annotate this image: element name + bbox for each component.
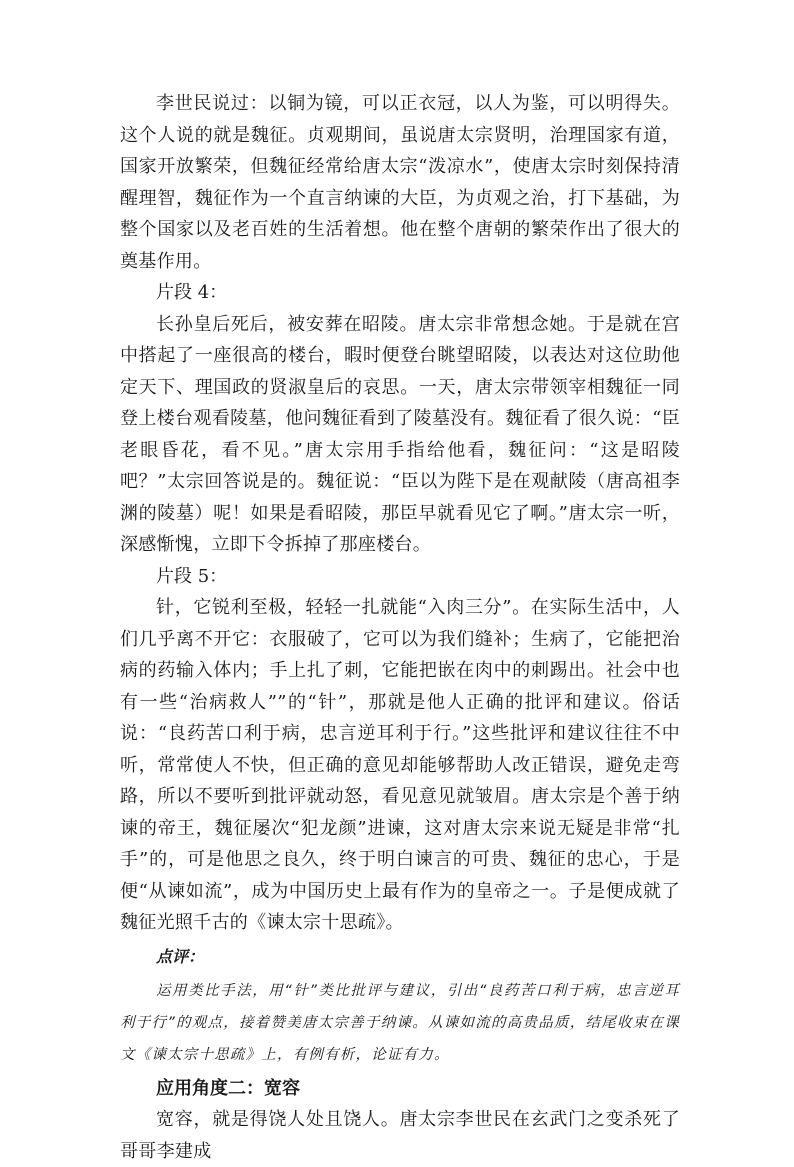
paragraph-needle-analogy: 针，它锐利至极，轻轻一扎就能“入肉三分”。在实际生活中，人们几乎离不开它：衣服破了，它可以为我们缝补；生病了，它能把治病的药输入体内；手上扎了刺，它能把嵌在肉中的刺踢出。社会中也有一些“治病救人””的“针”，那就是他人正确的批评和建议。俗话说：“良药苦口利于病，忠言逆耳利于行。”这些批评和建议往往不中听，常常使人不快，但正确的意见却能够帮助人改正错误，避免走弯路，所以不要听到批评就动怒，看见意见就皱眉。唐太宗是个善于纳谏的帝王，魏征屡次“犯龙颜”进谏，这对唐太宗来说无疑是非常“扎手”的，可是他思之良久，终于明白谏言的可贵、魏征的忠心，于是便“从谏如流”，成为中国历史上最有作为的皇帝之一。子是便成就了魏征光照千古的《谏太宗十思疏》。 xyxy=(120,597,680,933)
fragment-4-heading: 片段 4： xyxy=(156,282,228,303)
application-angle-heading: 应用角度二：宽容 xyxy=(156,1077,300,1099)
comment-text: 运用类比手法，用“针”类比批评与建议，引出“良药苦口利于病，忠言逆耳利于行”的观点，接着赞美唐太宗善于纳谏。从谏如流的高贵品质，结尾收束在课文《谏太宗十思疏》上，有例有析，论证有力。 xyxy=(120,982,680,1063)
paragraph-wei-zheng-mirror: 李世民说过：以铜为镜，可以正衣冠，以人为鉴，可以明得失。这个人说的就是魏征。贞观期间，虽说唐太宗贤明，治理国家有道，国家开放繁荣，但魏征经常给唐太宗“泼凉水”，使唐太宗时刻保持清醒理智，魏征作为一个直言纳谏的大臣，为贞观之治，打下基础，为整个国家以及老百姓的生活着想。他在整个唐朝的繁荣作出了很大的奠基作用。 xyxy=(120,93,680,272)
document-page xyxy=(120,88,680,1167)
paragraph-zhaoling: 长孙皇后死后，被安葬在昭陵。唐太宗非常想念她。于是就在宫中搭起了一座很高的楼台，暇时便登台眺望昭陵，以表达对这位助他定天下、理国政的贤淑皇后的哀思。一天，唐太宗带领宰相魏征一同登上楼台观看陵墓，他问魏征看到了陵墓没有。魏征看了很久说：“臣老眼昏花，看不见。”唐太宗用手指给他看，魏征问：“这是昭陵吧？”太宗回答说是的。魏征说：“臣以为陛下是在观献陵（唐高祖李渊的陵墓）呢！如果是看昭陵，那臣早就看见它了啊。”唐太宗一听，深感惭愧，立即下令拆掉了那座楼台。 xyxy=(120,313,680,555)
paragraph-tolerance: 宽容，就是得饶人处且饶人。唐太宗李世民在玄武门之变杀死了哥哥李建成 xyxy=(120,1109,680,1162)
comment-title: 点评： xyxy=(156,946,205,966)
fragment-5-heading: 片段 5： xyxy=(156,565,228,587)
